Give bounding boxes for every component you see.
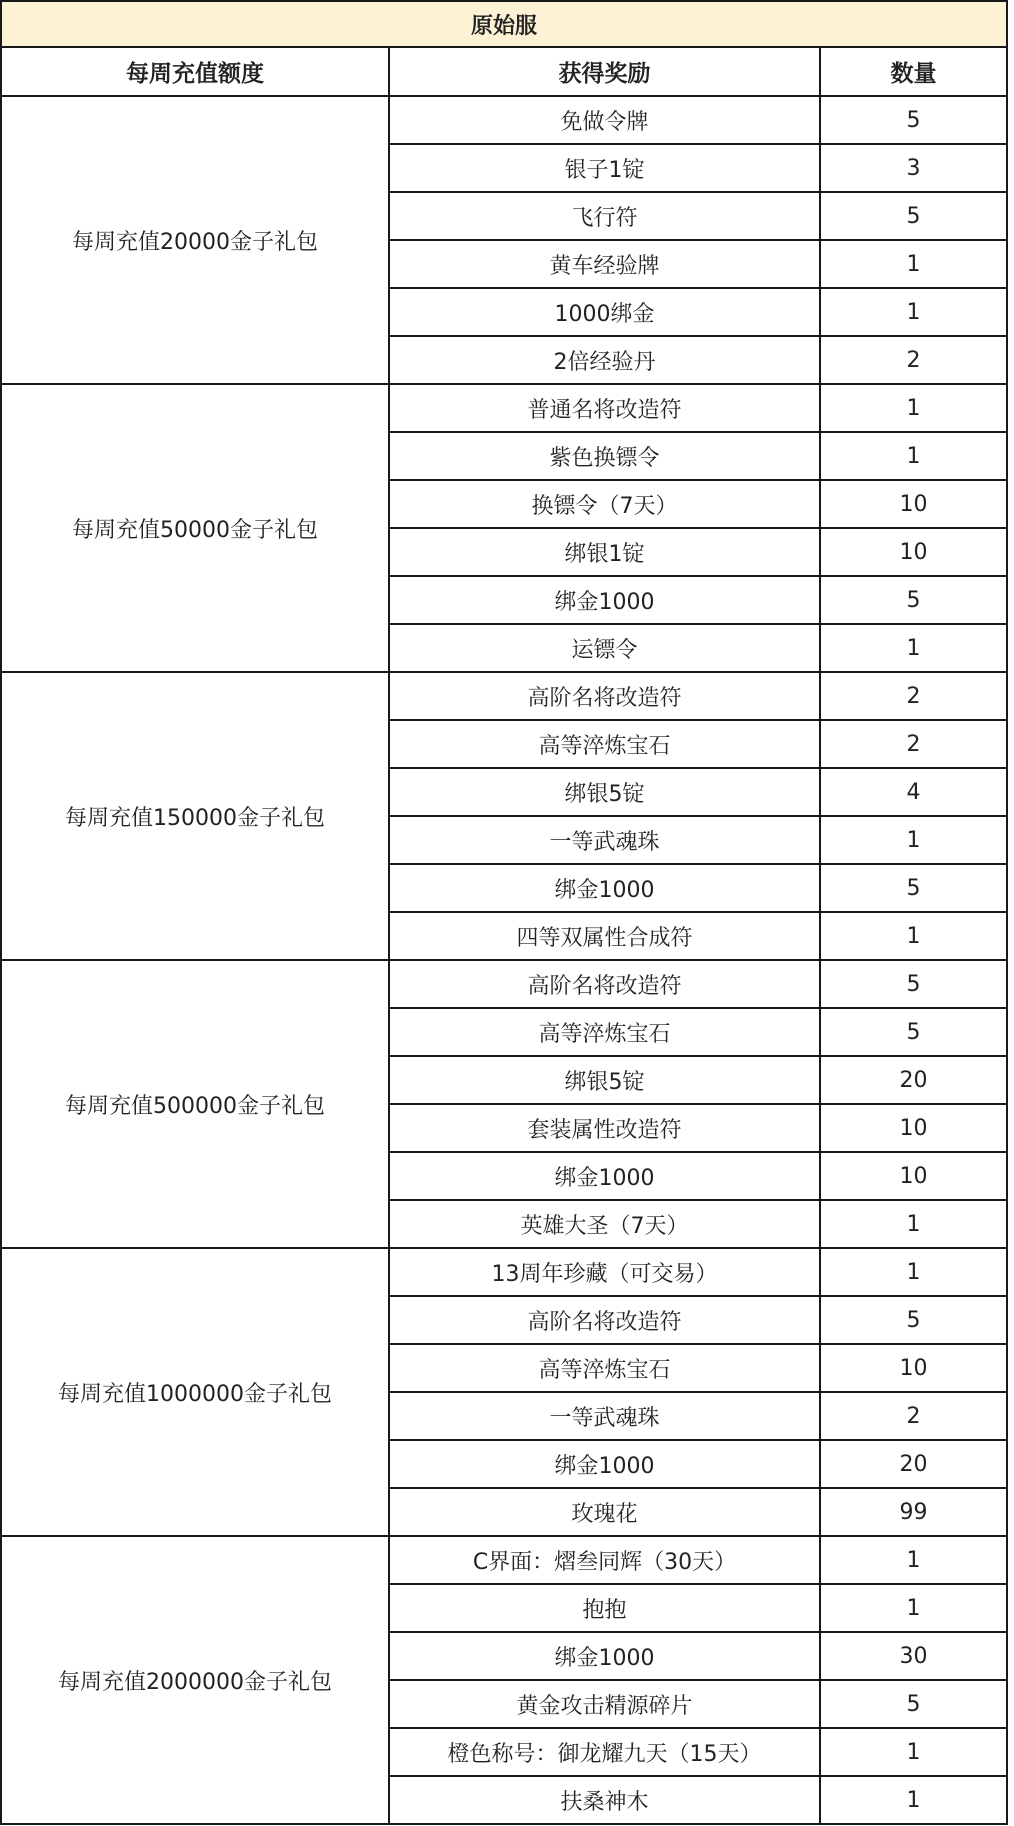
- tier-name-cell: 每周充值150000金子礼包: [1, 672, 389, 960]
- reward-cell: 换镖令（7天）: [389, 480, 820, 528]
- reward-cell: 13周年珍藏（可交易）: [389, 1248, 820, 1296]
- reward-cell: 绑银1锭: [389, 528, 820, 576]
- quantity-cell: 10: [820, 480, 1007, 528]
- table-row: [1, 672, 1007, 720]
- server-title: 原始服: [1, 1, 1007, 47]
- reward-cell: 高阶名将改造符: [389, 672, 820, 720]
- reward-cell: 紫色换镖令: [389, 432, 820, 480]
- quantity-cell: 4: [820, 768, 1007, 816]
- reward-cell: 黄车经验牌: [389, 240, 820, 288]
- quantity-cell: 5: [820, 1296, 1007, 1344]
- quantity-cell: 3: [820, 144, 1007, 192]
- quantity-cell: 5: [820, 864, 1007, 912]
- quantity-cell: 2: [820, 1392, 1007, 1440]
- quantity-cell: 5: [820, 576, 1007, 624]
- quantity-cell: 2: [820, 672, 1007, 720]
- reward-cell: 绑金1000: [389, 576, 820, 624]
- quantity-cell: 10: [820, 1152, 1007, 1200]
- reward-cell: 普通名将改造符: [389, 384, 820, 432]
- reward-cell: 2倍经验丹: [389, 336, 820, 384]
- quantity-cell: 5: [820, 1008, 1007, 1056]
- quantity-cell: 1: [820, 1728, 1007, 1776]
- tier-name-cell: 每周充值20000金子礼包: [1, 96, 389, 384]
- reward-cell: 绑银5锭: [389, 1056, 820, 1104]
- quantity-cell: 20: [820, 1056, 1007, 1104]
- reward-cell: 绑金1000: [389, 864, 820, 912]
- reward-cell: 一等武魂珠: [389, 816, 820, 864]
- reward-cell: C界面：熠叁同辉（30天）: [389, 1536, 820, 1584]
- quantity-cell: 1: [820, 1584, 1007, 1632]
- reward-cell: 高等淬炼宝石: [389, 720, 820, 768]
- quantity-cell: 1: [820, 432, 1007, 480]
- quantity-cell: 99: [820, 1488, 1007, 1536]
- table-row: [1, 960, 1007, 1008]
- reward-cell: 银子1锭: [389, 144, 820, 192]
- quantity-cell: 1: [820, 1248, 1007, 1296]
- reward-cell: 高等淬炼宝石: [389, 1008, 820, 1056]
- quantity-cell: 10: [820, 1344, 1007, 1392]
- quantity-cell: 10: [820, 528, 1007, 576]
- quantity-cell: 2: [820, 720, 1007, 768]
- quantity-cell: 1: [820, 384, 1007, 432]
- quantity-cell: 1: [820, 1536, 1007, 1584]
- tier-name-cell: 每周充值50000金子礼包: [1, 384, 389, 672]
- table-row: [1, 96, 1007, 144]
- reward-cell: 套装属性改造符: [389, 1104, 820, 1152]
- reward-cell: 高等淬炼宝石: [389, 1344, 820, 1392]
- reward-cell: 黄金攻击精源碎片: [389, 1680, 820, 1728]
- quantity-cell: 1: [820, 288, 1007, 336]
- table-row: [1, 1536, 1007, 1584]
- reward-cell: 免做令牌: [389, 96, 820, 144]
- quantity-cell: 1: [820, 1776, 1007, 1824]
- tier-name-cell: 每周充值500000金子礼包: [1, 960, 389, 1248]
- quantity-cell: 5: [820, 96, 1007, 144]
- reward-cell: 扶桑神木: [389, 1776, 820, 1824]
- reward-cell: 运镖令: [389, 624, 820, 672]
- reward-cell: 四等双属性合成符: [389, 912, 820, 960]
- quantity-cell: 30: [820, 1632, 1007, 1680]
- table-row: [1, 1248, 1007, 1296]
- reward-cell: 绑金1000: [389, 1632, 820, 1680]
- quantity-cell: 1: [820, 624, 1007, 672]
- reward-cell: 抱抱: [389, 1584, 820, 1632]
- column-header-quantity: 数量: [820, 47, 1007, 96]
- reward-cell: 绑金1000: [389, 1152, 820, 1200]
- reward-cell: 一等武魂珠: [389, 1392, 820, 1440]
- quantity-cell: 5: [820, 192, 1007, 240]
- quantity-cell: 1: [820, 912, 1007, 960]
- tier-name-cell: 每周充值2000000金子礼包: [1, 1536, 389, 1824]
- reward-cell: 玫瑰花: [389, 1488, 820, 1536]
- quantity-cell: 20: [820, 1440, 1007, 1488]
- quantity-cell: 10: [820, 1104, 1007, 1152]
- quantity-cell: 2: [820, 336, 1007, 384]
- column-header-recharge-amount: 每周充值额度: [1, 47, 389, 96]
- table-row: [1, 384, 1007, 432]
- column-header-reward: 获得奖励: [389, 47, 820, 96]
- reward-cell: 高阶名将改造符: [389, 1296, 820, 1344]
- reward-cell: 绑金1000: [389, 1440, 820, 1488]
- reward-cell: 高阶名将改造符: [389, 960, 820, 1008]
- quantity-cell: 5: [820, 960, 1007, 1008]
- quantity-cell: 1: [820, 816, 1007, 864]
- reward-cell: 飞行符: [389, 192, 820, 240]
- quantity-cell: 1: [820, 1200, 1007, 1248]
- tier-name-cell: 每周充值1000000金子礼包: [1, 1248, 389, 1536]
- reward-cell: 英雄大圣（7天）: [389, 1200, 820, 1248]
- quantity-cell: 5: [820, 1680, 1007, 1728]
- reward-cell: 橙色称号：御龙耀九天（15天）: [389, 1728, 820, 1776]
- quantity-cell: 1: [820, 240, 1007, 288]
- reward-cell: 1000绑金: [389, 288, 820, 336]
- reward-cell: 绑银5锭: [389, 768, 820, 816]
